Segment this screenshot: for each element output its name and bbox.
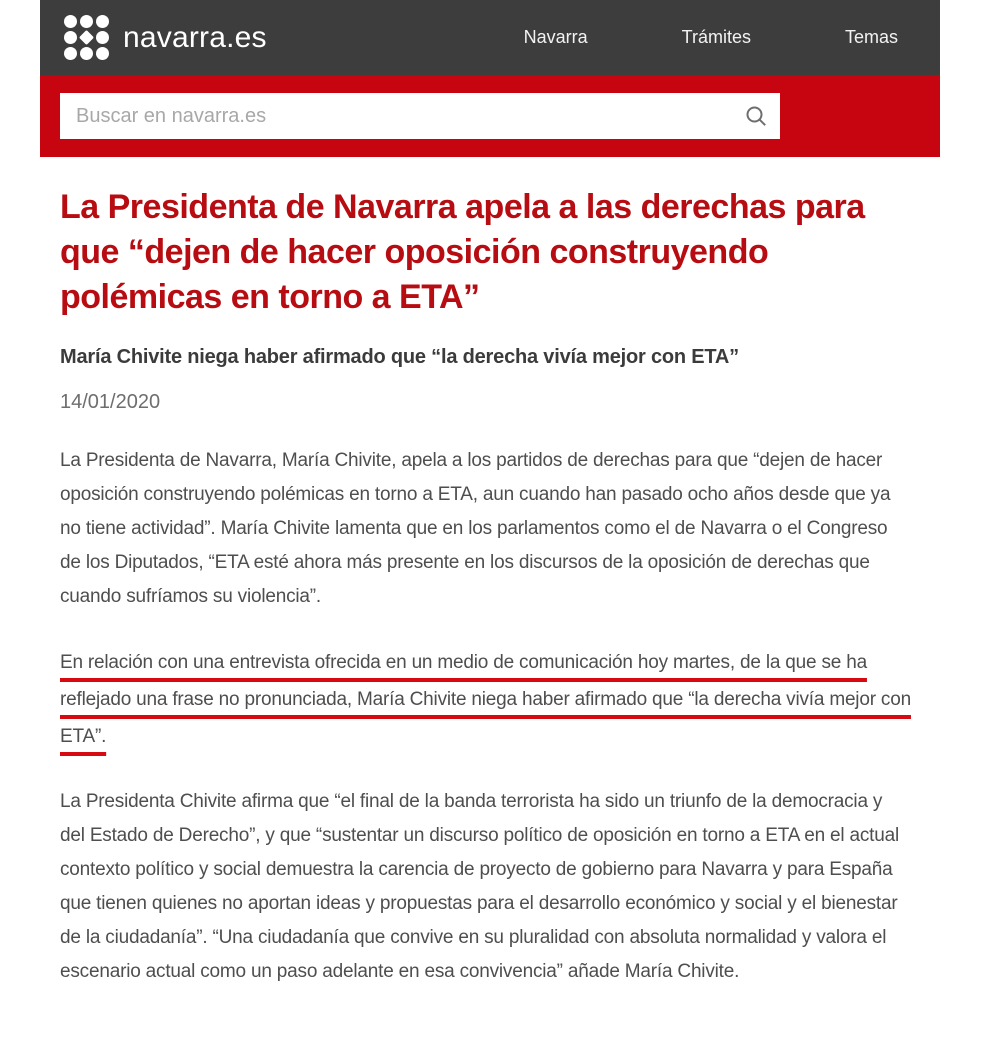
dots-grid-icon [64,15,109,60]
logo-text: navarra.es [123,20,267,54]
article-subtitle: María Chivite niega haber afirmado que “la derecha vivía mejor con ETA” [60,346,739,368]
article-paragraph-3: La Presidenta Chivite afirma que “el final de la banda terrorista ha sido un triunfo de la democracia y del Estado de Derecho”, y que “sustentar un discurso político de oposición en torno a ETA en el actual contexto político y social demuestra la carencia de proyecto de gobierno para Navarra y para España que tienen quienes no aportan ideas y propuestas para el desarrollo económico y social y el bienestar de la ciudadanía”. “Una ciudadanía que convive en su pluralidad con absoluta normalidad y valora el escenario actual como un paso adelante en esa convivencia” añade María Chivite. [60,791,899,982]
article-content [0,157,999,989]
article-title: La Presidenta de Navarra apela a las derechas para que “dejen de hacer oposición construyendo polémicas en torno a ETA” [60,188,865,316]
nav-item-tramites[interactable]: Trámites [681,27,751,47]
article-date: 14/01/2020 [60,391,161,413]
nav-item-temas[interactable]: Temas [844,27,898,47]
search-icon[interactable] [742,102,770,130]
search-input[interactable] [60,93,780,139]
nav-item-navarra[interactable]: Navarra [523,27,588,47]
search-box [60,93,780,139]
site-logo[interactable] [64,15,267,60]
search-bar-section [40,75,940,157]
top-header [40,0,940,75]
main-nav [524,27,920,48]
article-paragraph-1: La Presidenta de Navarra, María Chivite, apela a los partidos de derechas para que “dejen de hacer oposición construyendo polémicas en torno a ETA, aun cuando han pasado ocho años desde que ya no tiene actividad”. María Chivite lamenta que en los parlamentos como el de Navarra o el Congreso de los Diputados, “ETA esté ahora más presente en los discursos de la oposición de derechas que cuando sufríamos su violencia”. [60,450,891,607]
article-paragraph-2-highlighted-link[interactable]: En relación con una entrevista ofrecida en un medio de comunicación hoy martes, de la que se ha reflejado una frase no pronunciada, María Chivite niega haber afirmado que “la derecha vivía mejor con ETA”. [60,652,911,747]
